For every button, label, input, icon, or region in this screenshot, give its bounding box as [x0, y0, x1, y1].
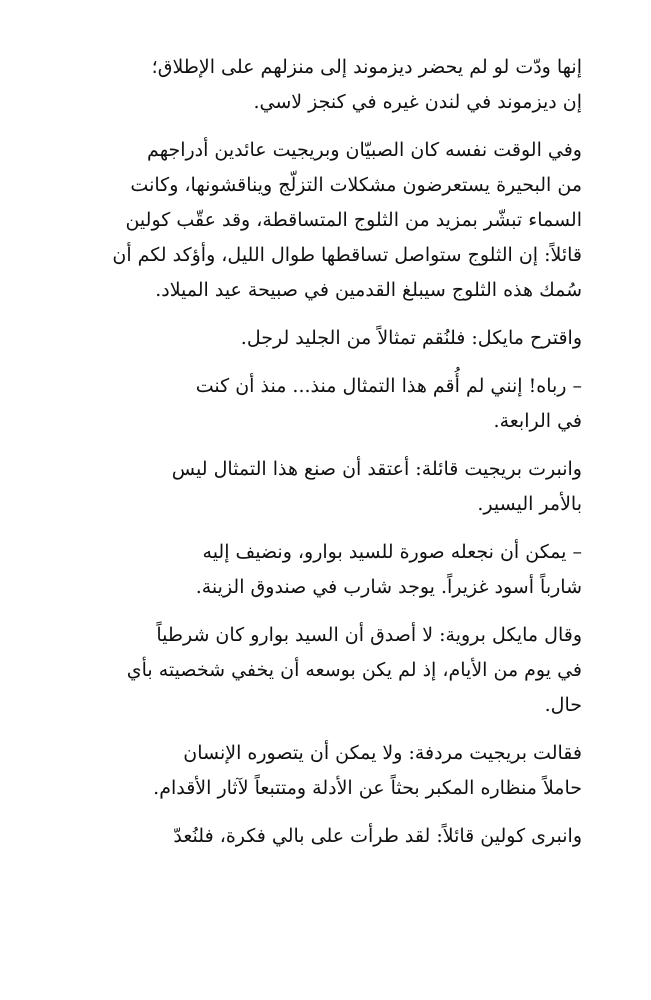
text-line: إن ديزموند في لندن غيره في كنجز لاسي.: [253, 91, 582, 113]
text-line: سُمك هذه الثلوج سيبلغ القدمين في صبيحة عيد الميلاد.: [155, 279, 582, 301]
text-line: واقترح مايكل: فلنُقم تمثالاً من الجليد لرجل.: [240, 327, 582, 349]
text-line: في الرابعة.: [493, 410, 582, 432]
text-line: حاملاً منظاره المكبر بحثاً عن الأدلة ومتتبعاً لآثار الأقدام.: [153, 777, 582, 799]
text-line: – رباه! إنني لم أُقم هذا التمثال منذ... منذ أن كنت: [195, 375, 582, 397]
paragraph: [62, 50, 582, 120]
text-line: وانبرى كولين قائلاً: لقد طرأت على بالي فكرة، فلنُعدّ: [173, 825, 582, 847]
paragraph: [62, 618, 582, 723]
paragraph: [62, 369, 582, 439]
paragraph: [62, 133, 582, 308]
text-line: قائلاً: إن الثلوج ستواصل تساقطها طوال الليل، وأؤكد لكم أن: [112, 244, 582, 266]
text-line: – يمكن أن نجعله صورة للسيد بوارو، ونضيف إليه: [202, 541, 582, 563]
paragraph: [62, 452, 582, 522]
paragraph: [62, 321, 582, 356]
text-line: فقالت بريجيت مردفة: ولا يمكن أن يتصوره الإنسان: [183, 742, 582, 764]
text-line: وقال مايكل بروية: لا أصدق أن السيد بوارو كان شرطياً: [156, 624, 582, 646]
text-line: وفي الوقت نفسه كان الصبيّان وبريجيت عائدين أدراجهم: [147, 139, 582, 161]
paragraph: [62, 736, 582, 806]
text-line: في يوم من الأيام، إذ لم يكن بوسعه أن يخفي شخصيته بأي: [126, 659, 582, 681]
text-line: وانبرت بريجيت قائلة: أعتقد أن صنع هذا التمثال ليس: [171, 458, 582, 480]
text-line: إنها ودّت لو لم يحضر ديزموند إلى منزلهم على الإطلاق؛: [151, 56, 582, 78]
paragraph: [62, 535, 582, 605]
text-line: بالأمر اليسير.: [477, 493, 582, 515]
text-line: شارباً أسود غزيراً. يوجد شارب في صندوق الزينة.: [195, 576, 582, 598]
text-line: من البحيرة يستعرضون مشكلات التزلّج ويناقشونها، وكانت: [130, 174, 582, 196]
text-line: السماء تبشّر بمزيد من الثلوج المتساقطة، وقد عقّب كولين: [125, 209, 582, 231]
paragraph: [62, 819, 582, 854]
book-page: [62, 50, 582, 867]
text-line: حال.: [544, 694, 582, 716]
